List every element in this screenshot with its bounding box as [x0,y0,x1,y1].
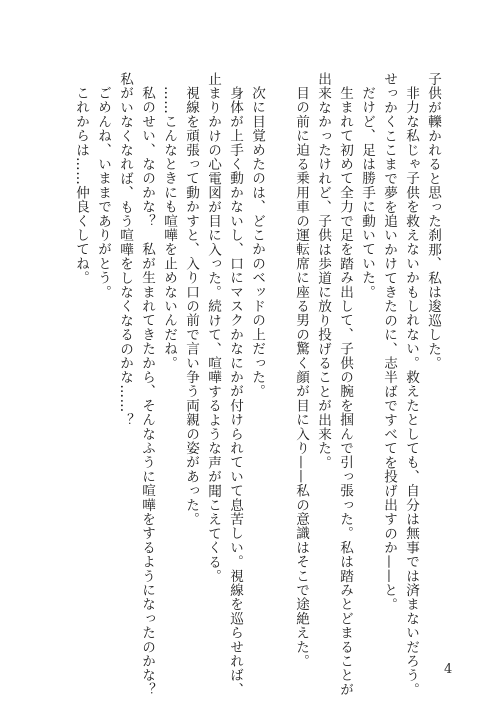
text-line-13: 私のせい、なのかな？ 私が生まれてきたから、そんなふうに喧嘩をするようになったのかな？ [139,85,155,697]
text-line-16: これからは……仲良くしてね。 [73,85,89,285]
text-line-14: 私がいなくなれば、もう喧嘩をしなくなるのかな……？ [117,72,133,427]
text-line-12: ……こんなときにも喧嘩を止めないんだね。 [161,85,177,370]
text-line-9: 身体が上手く動かないし、口にマスクかなにかが付けられていて息苦しい。視線を巡らせれば、 [227,85,243,697]
text-line-8: 次に目覚めたのは、どこかのベッドの上だった。 [249,85,265,398]
text-line-2: 非力な私じゃ子供を救えないかもしれない。救えたとしても、自分は無事では済まないだろう。 [403,85,419,697]
text-line-1: 子供が轢かれると思った刹那、私は逡巡した。 [425,72,441,371]
text-line-11: 視線を頑張って動かすと、入り口の前で言い争う両親の姿があった。 [183,85,199,526]
vertical-text-body [73,72,444,697]
text-line-15: ごめんね、いままでありがとう。 [95,85,111,299]
text-line-10: 止まりかけの心電図が目に入った。続けて、喧嘩するような声が聞こえてくる。 [205,72,221,584]
page-number: 4 [444,662,453,677]
text-line-4: だけど、足は勝手に動いていた。 [359,85,375,299]
text-line-6: 出来なかったけれど、子供は歩道に放り投げることが出来た。 [315,72,331,470]
text-line-7: 目の前に迫る乗用車の運転席に座る男の驚く顔が目に入り——私の意識はそこで途絶えた。 [293,85,309,668]
text-line-3: せっかくここまで夢を追いかけてきたのに、志半ばですべてを投げ出すのか——と。 [381,72,397,612]
text-line-5: 生まれて初めて全力で足を踏み出して、子供の腕を掴んで引っ張った。私は踏みとどまることが [337,85,353,697]
blank-line [268,72,290,622]
